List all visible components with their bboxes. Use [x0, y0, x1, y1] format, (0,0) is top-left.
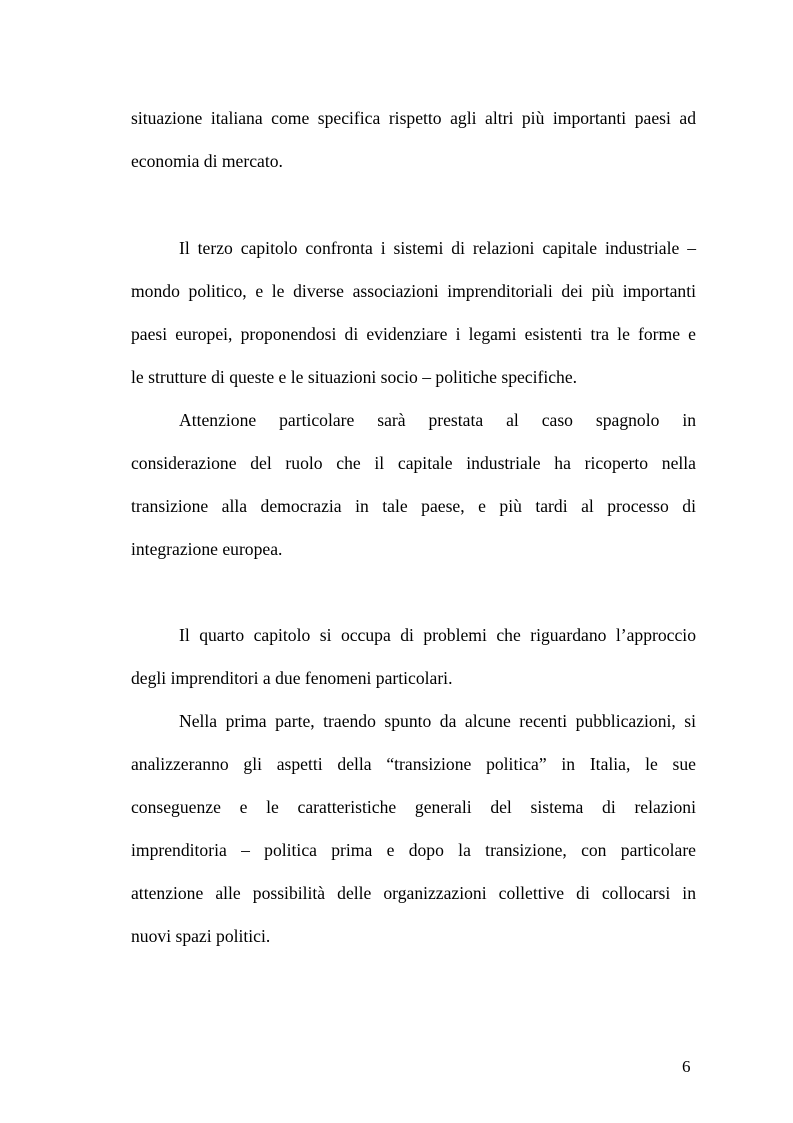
text-line: degli imprenditori a due fenomeni particolari. [131, 668, 453, 688]
text-line: le strutture di queste e le situazioni socio – politiche specifiche. [131, 367, 578, 387]
text-line: attenzione alle possibilità delle organizzazioni collettive di collocarsi in [131, 883, 696, 903]
paragraph-first-line: Attenzione particolare sarà prestata al caso spagnolo in [179, 410, 696, 430]
text-line: situazione italiana come specifica rispetto agli altri più importanti paesi ad [131, 108, 696, 128]
paragraph-first-line: Il quarto capitolo si occupa di problemi che riguardano l’approccio [179, 625, 696, 645]
text-line: integrazione europea. [131, 539, 283, 559]
text-line: transizione alla democrazia in tale paese, e più tardi al processo di [131, 496, 696, 516]
text-line: paesi europei, proponendosi di evidenziare i legami esistenti tra le forme e [131, 324, 696, 344]
paragraph-first-line: Il terzo capitolo confronta i sistemi di relazioni capitale industriale – [179, 238, 696, 258]
text-line: considerazione del ruolo che il capitale industriale ha ricoperto nella [131, 453, 696, 473]
page-number: 6 [682, 1057, 691, 1076]
text-line: nuovi spazi politici. [131, 926, 271, 946]
text-line: imprenditoria – politica prima e dopo la transizione, con particolare [131, 840, 696, 860]
text-line: economia di mercato. [131, 151, 283, 171]
text-line: analizzeranno gli aspetti della “transizione politica” in Italia, le sue [131, 754, 696, 774]
text-line: mondo politico, e le diverse associazioni imprenditoriali dei più importanti [131, 281, 696, 301]
paragraph-first-line: Nella prima parte, traendo spunto da alcune recenti pubblicazioni, si [179, 711, 696, 731]
text-line: conseguenze e le caratteristiche generali del sistema di relazioni [131, 797, 696, 817]
